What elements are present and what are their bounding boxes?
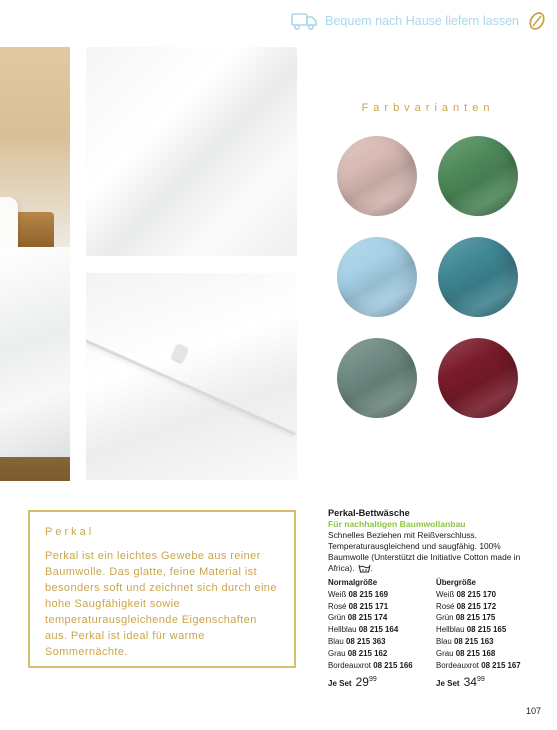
price: Je Set $29^{99}$ [328, 675, 377, 690]
delivery-banner[interactable] [291, 8, 547, 34]
product-text: Schnelles Beziehen mit Reißverschluss. Temperaturausgleichend und saugfähig. 100% Baumwolle (Unterstützt die Initiative Cotton made in Africa). . [328, 530, 543, 576]
swatch-hellblau[interactable] [337, 237, 417, 317]
perkal-info-box [28, 510, 296, 668]
swatch-bordeauxrot[interactable] [438, 338, 518, 418]
size-row: Grün 08 215 174 [328, 613, 388, 623]
size-row: Hellblau 08 215 165 [436, 625, 507, 635]
size-row: Grün 08 215 175 [436, 613, 496, 623]
delivery-text: Bequem nach Hause liefern lassen [325, 14, 519, 28]
size-row: Grau 08 215 162 [328, 648, 388, 658]
size-row: Grau 08 215 168 [436, 648, 496, 658]
truck-icon [291, 12, 317, 30]
size-row: Rosé 08 215 171 [328, 601, 389, 611]
size-heading: Normalgröße [328, 578, 378, 587]
page-number: 107 [525, 706, 541, 716]
size-column-over [436, 577, 521, 690]
swatch-grau[interactable] [337, 338, 417, 418]
size-row: Rosé 08 215 172 [436, 601, 497, 611]
zipper-detail-photo [86, 273, 297, 480]
product-description-text: Schnelles Beziehen mit Reißverschluss. Temperaturausgleichend und saugfähig. 100% Baumwolle (Unterstützt die Initiative Cotton made in Africa). [328, 530, 521, 573]
product-subtitle: Für nachhaltigen Baumwollanbau [328, 519, 466, 529]
info-box-text: Perkal ist ein leichtes Gewebe aus reiner Baumwolle. Das glatte, feine Material ist besonders soft und zeichnet sich durch eine hohe Saugfähigkeit sowie temperaturausgleichende Eigenschaften aus. Perkal ist ideal für warme Sommernächte. [45, 550, 277, 658]
size-row: Blau 08 215 363 [328, 636, 386, 646]
washing-icon [358, 564, 371, 576]
bedroom-photo [0, 47, 70, 481]
info-box-title: Perkal [45, 526, 95, 538]
swatch-blau[interactable] [438, 237, 518, 317]
swatch-rose[interactable] [337, 136, 417, 216]
size-heading: Übergröße [436, 578, 476, 587]
size-column-normal [328, 577, 413, 690]
zipper-seam [86, 335, 296, 435]
product-description [328, 508, 543, 576]
size-row: Bordeauxrot 08 215 166 [328, 660, 413, 670]
coffee-bean-logo-icon [527, 11, 547, 31]
size-row: Blau 08 215 163 [436, 636, 494, 646]
zipper-pull [171, 343, 188, 362]
color-variants-title: Farbvarianten [361, 102, 495, 114]
price: Je Set $34^{99}$ [436, 675, 485, 690]
fabric-detail-photo [86, 47, 297, 256]
size-row: Bordeauxrot 08 215 167 [436, 660, 521, 670]
size-row: Hellblau 08 215 164 [328, 625, 399, 635]
swatch-gruen[interactable] [438, 136, 518, 216]
duvet [0, 247, 70, 457]
size-row: Weiß 08 215 170 [436, 589, 496, 599]
product-title: Perkal-Bettwäsche [328, 508, 410, 518]
size-row: Weiß 08 215 169 [328, 589, 388, 599]
